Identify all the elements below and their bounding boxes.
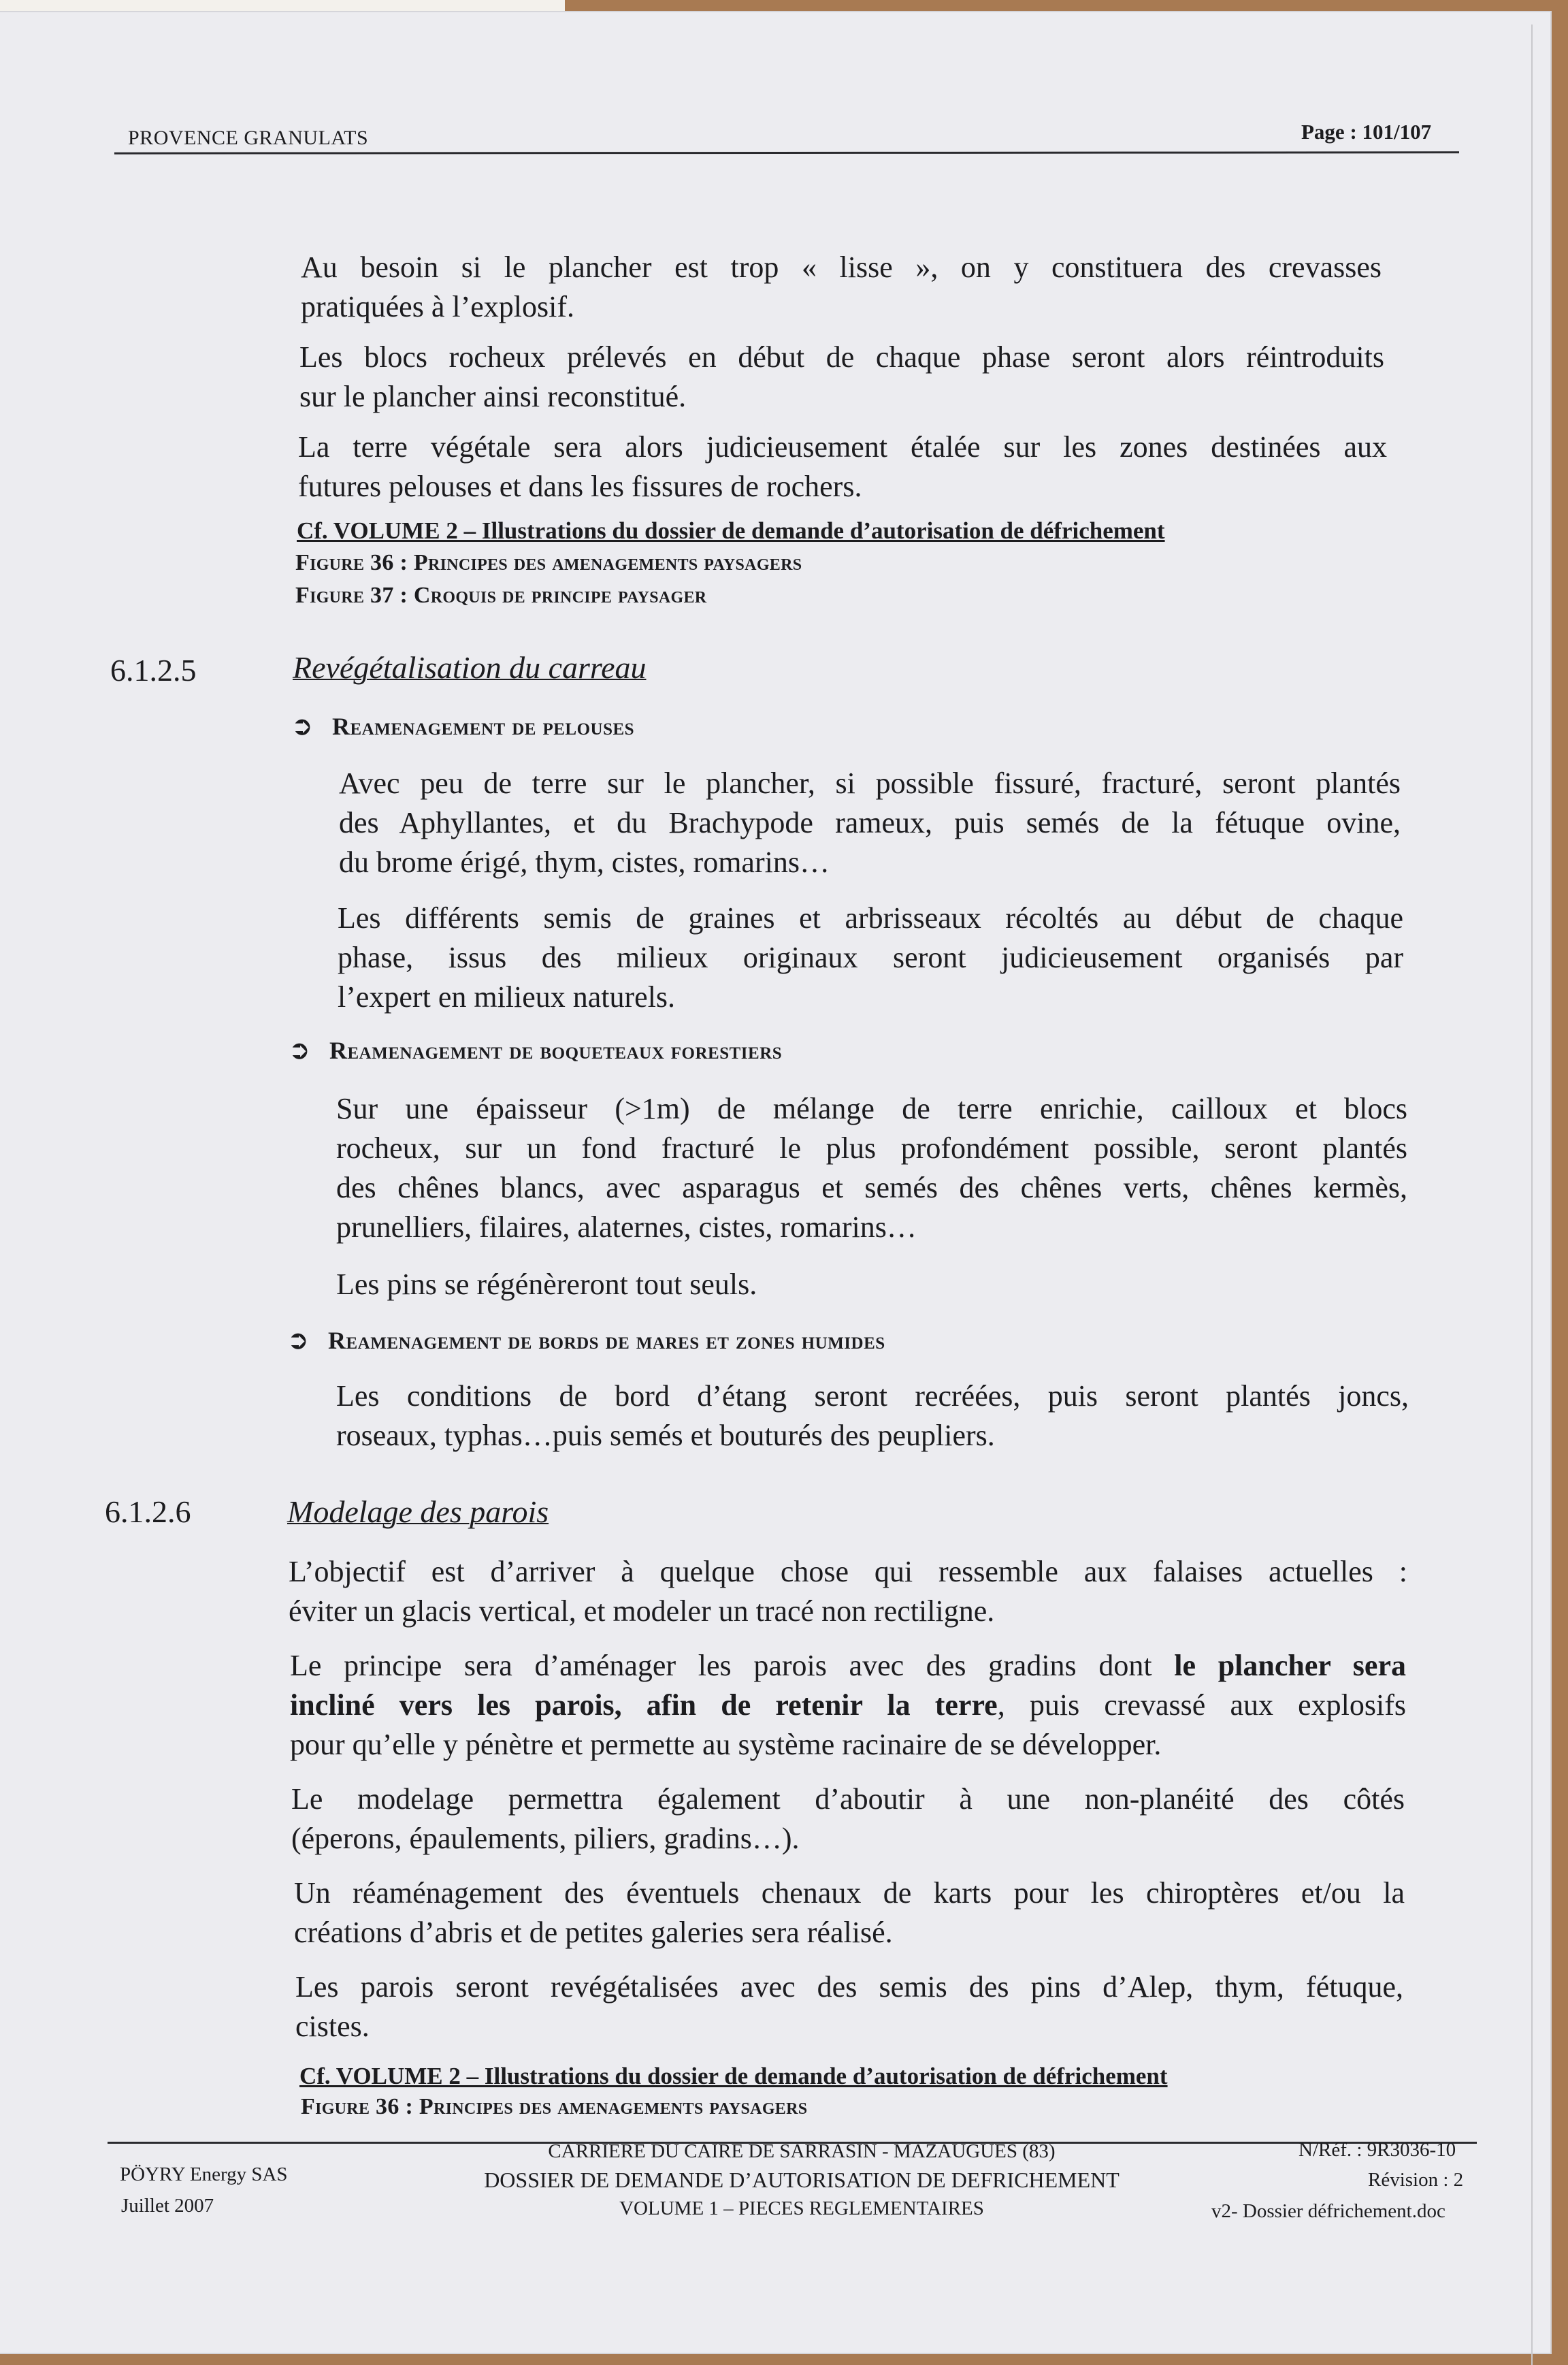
text-line: L’objectif est d’arriver à quelque chose qui ressemble aux falaises actuelles :	[289, 1555, 1407, 1588]
text-line: Les blocs rocheux prélevés en début de chaque phase seront alors réintroduits	[299, 340, 1384, 374]
text-line: du brome érigé, thym, cistes, romarins…	[339, 846, 830, 879]
text-line: Les pins se régénèreront tout seuls.	[336, 1268, 757, 1301]
text-line: futures pelouses et dans les fissures de rochers.	[298, 470, 862, 503]
paragraph	[299, 338, 1384, 417]
text-run: Le principe sera d’aménager les parois avec des gradins dont	[290, 1649, 1175, 1682]
text-line: pour qu’elle y pénètre et permette au système racinaire de se développer.	[290, 1728, 1162, 1761]
bullet-heading-text: Reamenagement de boqueteaux forestiers	[329, 1037, 783, 1064]
header-page-number: Page : 101/107	[1301, 120, 1432, 144]
text-line: Au besoin si le plancher est trop « lisse », on y constituera des crevasses	[301, 251, 1382, 284]
bullet-heading	[289, 1035, 782, 1065]
text-line	[290, 1686, 1406, 1725]
header-divider	[114, 151, 1459, 154]
paragraph	[338, 899, 1403, 1017]
paragraph	[295, 1967, 1403, 2046]
footer-date: Juillet 2007	[121, 2195, 214, 2217]
text-line: créations d’abris et de petites galeries sera réalisé.	[294, 1916, 893, 1949]
bold-text-run: incliné vers les parois, afin de retenir la terre	[290, 1688, 998, 1722]
arrow-circle-icon: ➲	[287, 1325, 309, 1355]
bullet-heading	[287, 1325, 885, 1355]
footer-title-line: DOSSIER DE DEMANDE D’AUTORISATION DE DEFRICHEMENT	[484, 2168, 1120, 2192]
document-page	[0, 12, 1550, 2353]
text-line: prunelliers, filaires, alaternes, cistes, romarins…	[336, 1210, 917, 1244]
text-line: Les parois seront revégétalisées avec des semis des pins d’Alep, thym, fétuque,	[295, 1970, 1403, 2004]
paragraph	[301, 248, 1382, 327]
footer-revision: Révision : 2	[1368, 2169, 1464, 2191]
text-line: La terre végétale sera alors judicieusement étalée sur les zones destinées aux	[298, 430, 1387, 464]
paragraph	[294, 1873, 1405, 1952]
bold-text-run: le plancher sera	[1174, 1649, 1406, 1682]
text-line: roseaux, typhas…puis semés et bouturés des peupliers.	[336, 1419, 995, 1452]
text-line: cistes.	[295, 2010, 370, 2043]
paragraph	[336, 1265, 1407, 1304]
text-line: Sur une épaisseur (>1m) de mélange de terre enrichie, cailloux et blocs	[336, 1092, 1407, 1125]
section-title: Modelage des parois	[287, 1494, 549, 1529]
text-line: éviter un glacis vertical, et modeler un tracé non rectiligne.	[289, 1594, 995, 1628]
text-line: pratiquées à l’explosif.	[301, 290, 574, 323]
section-number: 6.1.2.6	[105, 1494, 191, 1529]
section-number: 6.1.2.5	[110, 653, 197, 688]
footer-reference: N/Réf. : 9R3036-10	[1298, 2139, 1456, 2161]
text-line: Le modelage permettra également d’aboutir à une non-planéité des côtés	[291, 1782, 1405, 1816]
figure-reference: Figure 36 : Principes des amenagements paysagers	[301, 2094, 808, 2119]
bullet-heading	[291, 711, 634, 741]
paragraph	[336, 1089, 1407, 1247]
figure-reference: Figure 36 : Principes des amenagements paysagers	[295, 550, 802, 575]
paragraph	[298, 428, 1387, 506]
figure-reference: Figure 37 : Croquis de principe paysager	[295, 583, 707, 608]
text-line: (éperons, épaulements, piliers, gradins…).	[291, 1822, 800, 1855]
footer-title-line: VOLUME 1 – PIECES REGLEMENTAIRES	[619, 2198, 984, 2219]
arrow-circle-icon: ➲	[291, 711, 313, 741]
text-line: Les différents semis de graines et arbrisseaux récoltés au début de chaque	[338, 901, 1403, 935]
section-title: Revégétalisation du carreau	[293, 650, 647, 685]
volume-reference: Cf. VOLUME 2 – Illustrations du dossier de demande d’autorisation de défrichement	[299, 2063, 1168, 2089]
text-line: des chênes blancs, avec asparagus et semés des chênes verts, chênes kermès,	[336, 1171, 1407, 1204]
paragraph	[336, 1377, 1409, 1455]
paragraph	[289, 1552, 1407, 1631]
text-line	[290, 1646, 1406, 1686]
text-line: des Aphyllantes, et du Brachypode rameux, puis semés de la fétuque ovine,	[339, 806, 1401, 839]
text-line: sur le plancher ainsi reconstitué.	[299, 380, 687, 413]
footer-filename: v2- Dossier défrichement.doc	[1211, 2200, 1446, 2222]
text-line: Avec peu de terre sur le plancher, si possible fissuré, fracturé, seront plantés	[339, 767, 1401, 800]
bullet-heading-text: Reamenagement de bords de mares et zones humides	[328, 1327, 885, 1354]
volume-reference: Cf. VOLUME 2 – Illustrations du dossier de demande d’autorisation de défrichement	[297, 517, 1165, 544]
text-line: l’expert en milieux naturels.	[338, 980, 676, 1014]
text-run: , puis crevassé aux explosifs	[997, 1688, 1406, 1722]
page-edge	[1531, 25, 1533, 2365]
footer-company: PÖYRY Energy SAS	[120, 2163, 288, 2185]
text-line: phase, issus des milieux originaux seront judicieusement organisés par	[338, 941, 1403, 974]
text-line: Un réaménagement des éventuels chenaux de karts pour les chiroptères et/ou la	[294, 1876, 1405, 1910]
footer-title-line: CARRIERE DU CAIRE DE SARRASIN - MAZAUGUES (83)	[548, 2140, 1056, 2162]
arrow-circle-icon: ➲	[289, 1035, 310, 1065]
paragraph	[339, 764, 1401, 882]
header-company: PROVENCE GRANULATS	[128, 127, 369, 149]
paragraph	[290, 1646, 1406, 1765]
bullet-heading-text: Reamenagement de pelouses	[332, 713, 635, 740]
text-line: rocheux, sur un fond fracturé le plus profondément possible, seront plantés	[336, 1131, 1407, 1165]
text-line: Les conditions de bord d’étang seront recréées, puis seront plantés joncs,	[336, 1379, 1409, 1413]
paragraph	[291, 1780, 1405, 1859]
